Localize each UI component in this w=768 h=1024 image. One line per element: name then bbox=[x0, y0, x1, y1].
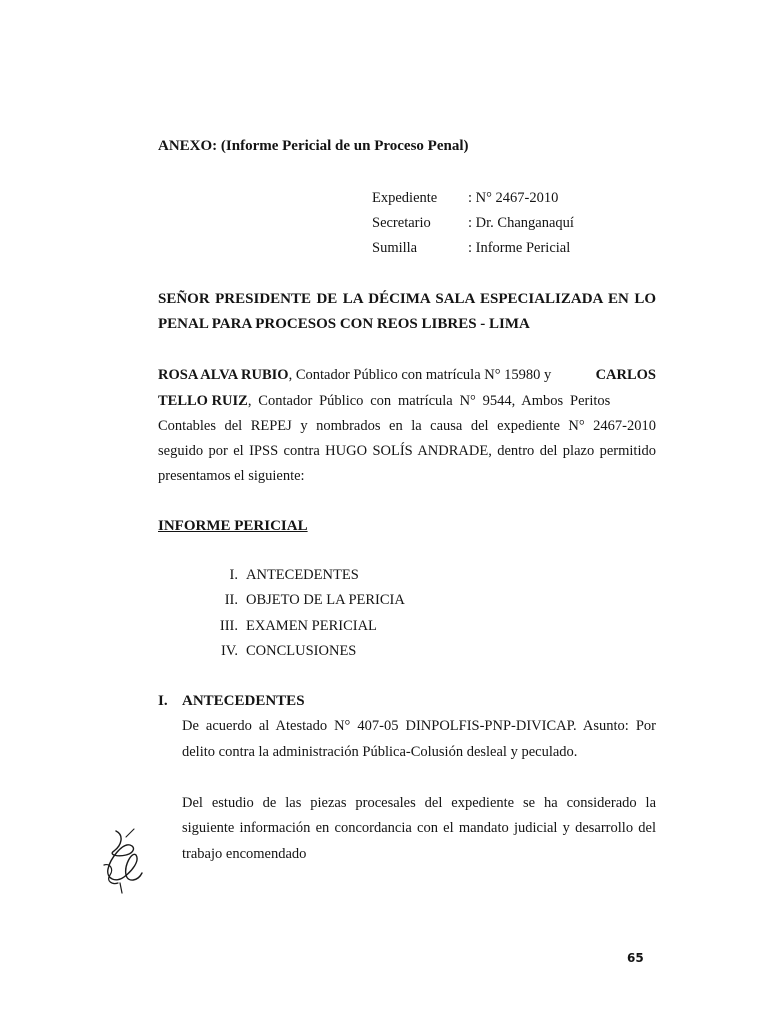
meta-label: Sumilla bbox=[372, 240, 418, 256]
meta-label: Secretario bbox=[372, 215, 431, 231]
paragraph-line: trabajo encomendado bbox=[182, 846, 307, 862]
expert-name: TELLO RUIZ bbox=[158, 393, 248, 409]
intro-line: presentamos el siguiente: bbox=[158, 468, 305, 484]
toc-number: IV. bbox=[220, 643, 238, 659]
toc-label: OBJETO DE LA PERICIA bbox=[246, 592, 405, 608]
addressee-line: SEÑOR PRESIDENTE DE LA DÉCIMA SALA ESPECIALIZADA EN LO bbox=[158, 291, 656, 307]
addressee-line: PENAL PARA PROCESOS CON REOS LIBRES - LIMA bbox=[158, 316, 530, 332]
toc-number: III. bbox=[219, 618, 238, 634]
toc-label: ANTECEDENTES bbox=[246, 567, 359, 583]
page-number: 65 bbox=[627, 951, 644, 965]
paragraph-line: delito contra la administración Pública-Colusión desleal y peculado. bbox=[182, 744, 578, 760]
meta-value: : N° 2467-2010 bbox=[468, 190, 559, 206]
expert-name: CARLOS bbox=[595, 367, 656, 383]
section-title: ANTECEDENTES bbox=[182, 693, 305, 709]
paragraph-line: Del estudio de las piezas procesales del expediente se ha considerado la bbox=[182, 795, 656, 811]
intro-line bbox=[158, 393, 656, 410]
annex-title: ANEXO: (Informe Pericial de un Proceso Penal) bbox=[158, 138, 469, 154]
section-number: I. bbox=[158, 693, 168, 709]
paragraph-line: De acuerdo al Atestado N° 407-05 DINPOLFIS-PNP-DIVICAP. Asunto: Por bbox=[182, 718, 656, 734]
toc-number: II. bbox=[224, 592, 238, 608]
toc-label: EXAMEN PERICIAL bbox=[246, 618, 377, 634]
meta-value: : Informe Pericial bbox=[468, 240, 571, 256]
report-title: INFORME PERICIAL bbox=[158, 518, 308, 534]
toc-label: CONCLUSIONES bbox=[246, 643, 357, 659]
intro-line bbox=[158, 367, 656, 384]
toc-number: I. bbox=[229, 567, 238, 583]
intro-line: Contables del REPEJ y nombrados en la causa del expediente N° 2467-2010 bbox=[158, 418, 656, 434]
meta-value: : Dr. Changanaquí bbox=[468, 215, 574, 231]
expert-name: ROSA ALVA RUBIO bbox=[158, 367, 289, 383]
handwritten-signature-icon bbox=[96, 825, 152, 895]
intro-text: , Contador Público con matrícula N° 9544, Ambos Peritos bbox=[247, 393, 611, 409]
meta-label: Expediente bbox=[372, 190, 438, 206]
paragraph-line: siguiente información en concordancia con el mandato judicial y desarrollo del bbox=[182, 820, 656, 836]
intro-text: , Contador Público con matrícula N° 15980 y bbox=[288, 367, 552, 383]
intro-line: seguido por el IPSS contra HUGO SOLÍS ANDRADE, dentro del plazo permitido bbox=[158, 443, 656, 459]
